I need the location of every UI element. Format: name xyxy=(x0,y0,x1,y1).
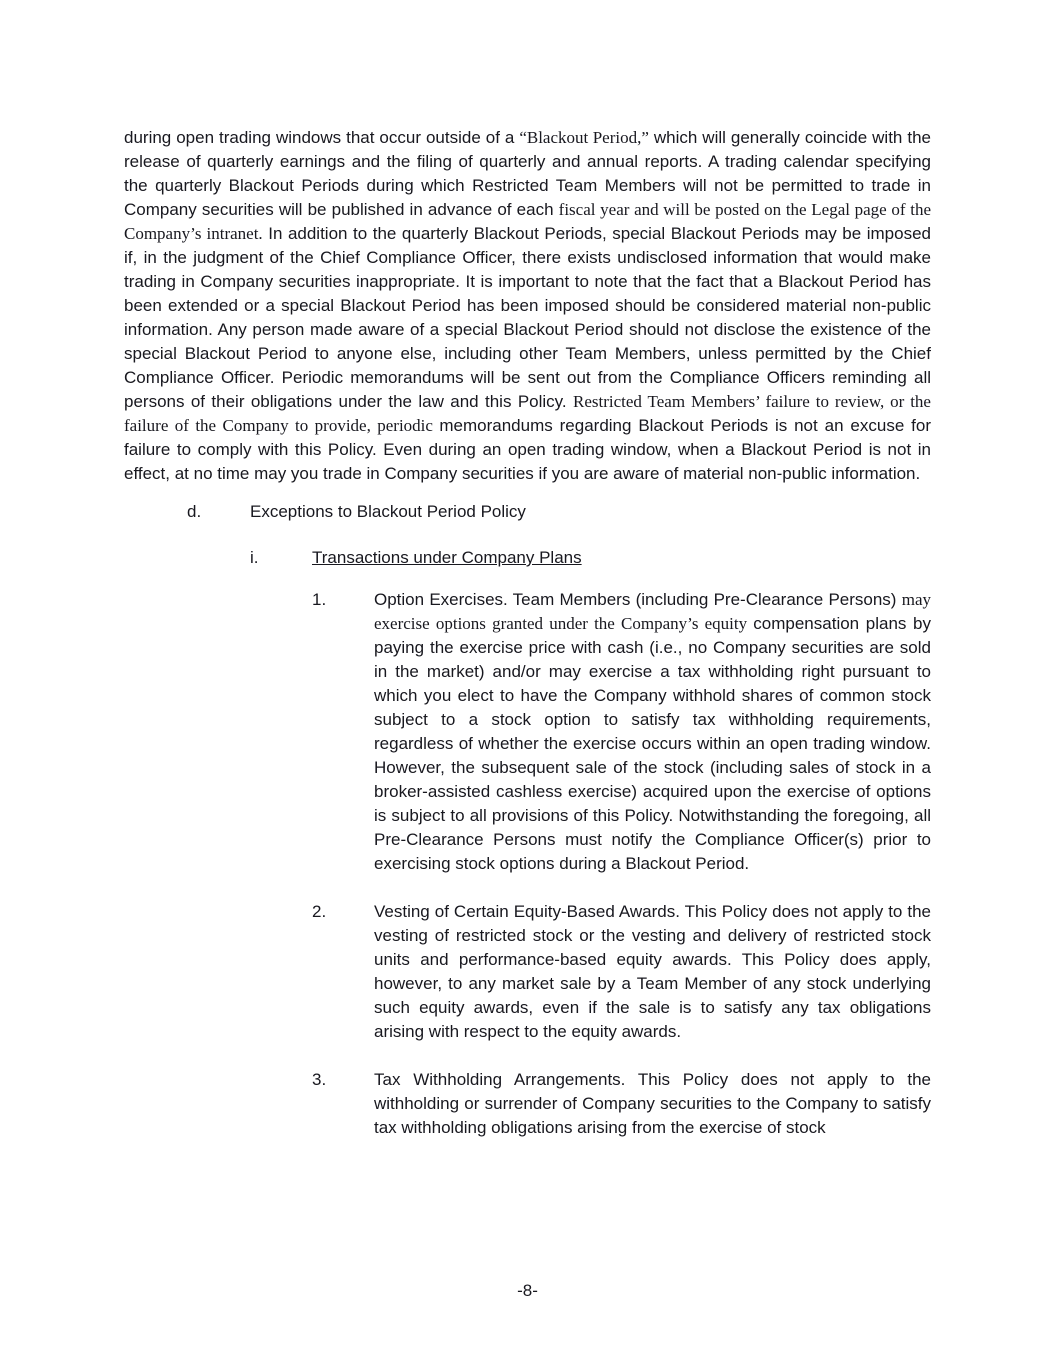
section-d-label: d. xyxy=(187,502,202,521)
section-d-title: Exceptions to Blackout Period Policy xyxy=(250,502,526,521)
item-1-text xyxy=(374,588,931,876)
item-1-seg-3: compensation plans by paying the exercise price with cash (i.e., no Company securities are sold in the market) and/or may exercise a tax withholding right pursuant to which you elect to have the Company withhold shares of common stock subject to a stock option to satisfy tax withholding requirements, regardless of whether the exercise occurs within an open trading window. However, the subsequent sale of the stock (including sales of stock in a broker-assisted cashless exercise) acquired upon the exercise of options is subject to all provisions of this Policy. Notwithstanding the foregoing, all Pre-Clearance Persons must notify the Compliance Officer(s) prior to exercising stock options during a Blackout Period. xyxy=(374,614,931,873)
page-number: -8- xyxy=(517,1281,538,1300)
item-1-number: 1. xyxy=(312,590,327,609)
list-item-1 xyxy=(124,588,931,876)
intro-seg-5: In addition to the quarterly Blackout Periods, special Blackout Periods may be imposed if, in the judgment of the Chief Compliance Officer, there exists undisclosed information that would make trading in Company securities inappropriate. It is important to note that the fact that a Blackout Period has been extended or a special Blackout Period has been imposed should be considered material non-public information. Any person made aware of a special Blackout Period should not disclose the existence of the special Blackout Period to anyone else, including other Team Members, unless permitted by the Chief Compliance Officer. Periodic memorandums will be sent out from the Compliance Officers reminding all persons of their obligations under the law and this Policy. xyxy=(124,224,931,411)
intro-seg-3: which will generally coincide with the release of quarterly earnings and the filing of quarterly and annual reports. A trading calendar specifying the quarterly Blackout Periods during which Restricted Team Members will not be permitted to trade in Company securities will be published in advance of each xyxy=(124,128,931,219)
intro-seg-6: Restricted Team Members’ failure to review, or the failure of the Company to provide, periodic xyxy=(124,392,931,435)
item-1-seg-2: may exercise options granted under the Company’s equity xyxy=(374,590,931,633)
list-item-2 xyxy=(124,900,931,1044)
section-d xyxy=(124,500,931,524)
list-item-3 xyxy=(124,1068,931,1140)
intro-paragraph xyxy=(124,126,931,486)
intro-seg-7: memorandums regarding Blackout Periods is not an excuse for failure to comply with this Policy. Even during an open trading window, when a Blackout Period is not in effect, at no time may you trade in Company securities if you are aware of material non-public information. xyxy=(124,416,931,483)
item-2-text: Vesting of Certain Equity-Based Awards. This Policy does not apply to the vesting of restricted stock or the vesting and delivery of restricted stock units and performance-based equity awards. This Policy does apply, however, to any market sale by a Team Member of any stock underlying such equity awards, even if the sale is to satisfy any tax obligations arising with respect to the equity awards. xyxy=(374,902,931,1041)
intro-seg-4: fiscal year and will be posted on the Legal page of the Company’s intranet. xyxy=(124,200,931,243)
intro-seg-1: during open trading windows that occur outside of a xyxy=(124,128,520,147)
intro-seg-2: “Blackout Period,” xyxy=(519,128,649,147)
section-i xyxy=(124,546,931,570)
item-2-number: 2. xyxy=(312,902,327,921)
section-i-label: i. xyxy=(250,548,259,567)
item-3-text: Tax Withholding Arrangements. This Policy does not apply to the withholding or surrender of Company securities to the Company to satisfy tax withholding obligations arising from the exercise of stock xyxy=(374,1070,931,1137)
item-3-number: 3. xyxy=(312,1070,327,1089)
item-1-seg-1: Option Exercises. Team Members (including Pre-Clearance Persons) xyxy=(374,590,902,609)
section-i-title: Transactions under Company Plans xyxy=(312,548,582,567)
